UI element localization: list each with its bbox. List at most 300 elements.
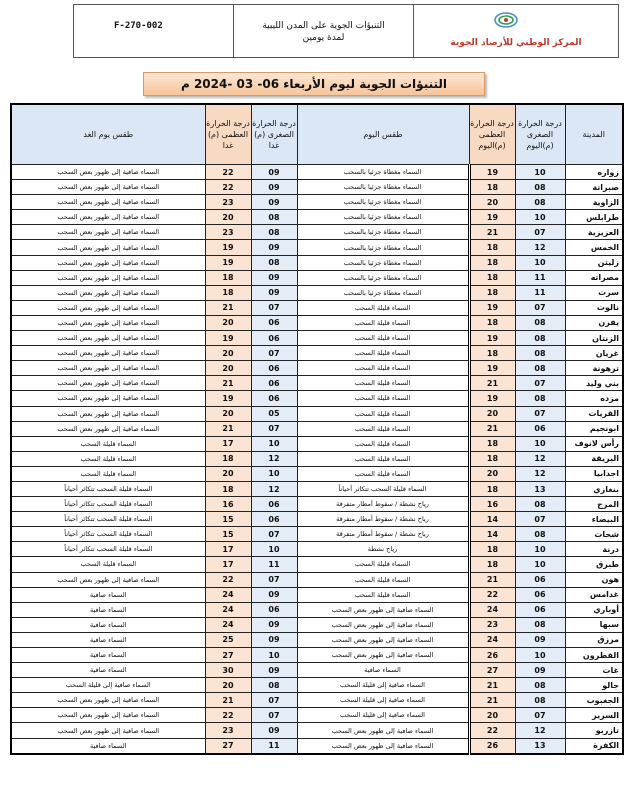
min-today-cell: 08	[515, 617, 565, 632]
min-tomorrow-cell: 09	[251, 195, 297, 210]
min-today-cell: 11	[515, 270, 565, 285]
min-tomorrow-cell: 05	[251, 406, 297, 421]
min-today-cell: 07	[515, 376, 565, 391]
weather-tomorrow-cell: السماء صافية إلى ظهور بعض السحب	[11, 391, 205, 406]
max-tomorrow-cell: 18	[205, 270, 251, 285]
max-tomorrow-cell: 22	[205, 708, 251, 723]
city-cell: مزده	[565, 391, 623, 406]
table-row	[11, 708, 623, 723]
min-tomorrow-cell: 09	[251, 180, 297, 195]
page-title: التنبؤات الجوية ليوم الأربعاء 06- 03 -2024 م	[143, 72, 485, 96]
city-cell: نالوت	[565, 300, 623, 315]
weather-today-cell: السماء قليلة السحب	[297, 300, 469, 315]
col-header-max-tomorrow: درجة الحرارة العظمى (م) غدا	[205, 104, 251, 165]
header-subtitle-line2: لمدة يومين	[302, 33, 345, 43]
min-today-cell: 10	[515, 210, 565, 225]
min-today-cell: 07	[515, 512, 565, 527]
min-today-cell: 10	[515, 255, 565, 270]
weather-tomorrow-cell: السماء صافية إلى ظهور بعض السحب	[11, 421, 205, 436]
weather-tomorrow-cell: السماء قليلة السحب	[11, 466, 205, 481]
weather-today-cell: السماء قليلة السحب	[297, 391, 469, 406]
min-tomorrow-cell: 10	[251, 466, 297, 481]
col-header-weather-tomorrow: طقس يوم الغد	[11, 104, 205, 165]
weather-today-cell: السماء صافية إلى ظهور بعض السحب	[297, 617, 469, 632]
max-tomorrow-cell: 21	[205, 300, 251, 315]
weather-today-cell: السماء مغطاة جزئيا بالسحب	[297, 285, 469, 300]
max-tomorrow-cell: 30	[205, 663, 251, 678]
weather-today-cell: السماء قليلة السحب	[297, 466, 469, 481]
max-tomorrow-cell: 20	[205, 678, 251, 693]
city-cell: أوباري	[565, 602, 623, 617]
weather-today-cell: السماء مغطاة جزئيا بالسحب	[297, 210, 469, 225]
table-header-row	[11, 104, 623, 165]
max-today-cell: 18	[469, 180, 515, 195]
max-tomorrow-cell: 27	[205, 648, 251, 663]
weather-tomorrow-cell: السماء صافية إلى ظهور بعض السحب	[11, 572, 205, 587]
max-today-cell: 27	[469, 663, 515, 678]
weather-tomorrow-cell: السماء صافية إلى ظهور بعض السحب	[11, 708, 205, 723]
city-cell: مصراته	[565, 270, 623, 285]
min-tomorrow-cell: 07	[251, 421, 297, 436]
min-tomorrow-cell: 11	[251, 738, 297, 754]
max-today-cell: 19	[469, 300, 515, 315]
city-cell: القطرون	[565, 648, 623, 663]
table-row	[11, 497, 623, 512]
table-row	[11, 210, 623, 225]
max-tomorrow-cell: 20	[205, 315, 251, 330]
table-row	[11, 678, 623, 693]
weather-tomorrow-cell: السماء صافية إلى ظهور بعض السحب	[11, 331, 205, 346]
city-cell: العزيزية	[565, 225, 623, 240]
max-today-cell: 18	[469, 315, 515, 330]
min-tomorrow-cell: 09	[251, 632, 297, 647]
max-tomorrow-cell: 23	[205, 225, 251, 240]
city-cell: بني وليد	[565, 376, 623, 391]
max-tomorrow-cell: 17	[205, 542, 251, 557]
max-tomorrow-cell: 18	[205, 285, 251, 300]
weather-tomorrow-cell: السماء صافية	[11, 663, 205, 678]
min-today-cell: 12	[515, 240, 565, 255]
max-today-cell: 26	[469, 738, 515, 754]
min-tomorrow-cell: 09	[251, 165, 297, 180]
weather-tomorrow-cell: السماء قليلة السحب تتكاثر أحياناً	[11, 481, 205, 496]
min-tomorrow-cell: 06	[251, 391, 297, 406]
min-tomorrow-cell: 09	[251, 285, 297, 300]
min-tomorrow-cell: 10	[251, 648, 297, 663]
weather-today-cell: السماء صافية إلى قليلة السحب	[297, 708, 469, 723]
table-row	[11, 346, 623, 361]
min-tomorrow-cell: 10	[251, 542, 297, 557]
min-tomorrow-cell: 12	[251, 481, 297, 496]
max-tomorrow-cell: 25	[205, 632, 251, 647]
weather-today-cell: رياح نشطة / سقوط أمطار متفرقة	[297, 527, 469, 542]
min-today-cell: 11	[515, 285, 565, 300]
weather-today-cell: رياح نشطة / سقوط أمطار متفرقة	[297, 512, 469, 527]
min-today-cell: 10	[515, 542, 565, 557]
min-today-cell: 08	[515, 497, 565, 512]
table-row	[11, 300, 623, 315]
min-today-cell: 08	[515, 361, 565, 376]
max-today-cell: 26	[469, 648, 515, 663]
max-today-cell: 20	[469, 466, 515, 481]
table-row	[11, 225, 623, 240]
table-row	[11, 481, 623, 496]
max-today-cell: 18	[469, 451, 515, 466]
city-cell: تازربو	[565, 723, 623, 738]
max-today-cell: 23	[469, 617, 515, 632]
col-header-weather-today: طقس اليوم	[297, 104, 469, 165]
max-today-cell: 18	[469, 270, 515, 285]
city-cell: طرابلس	[565, 210, 623, 225]
max-tomorrow-cell: 22	[205, 572, 251, 587]
min-tomorrow-cell: 07	[251, 708, 297, 723]
max-today-cell: 21	[469, 376, 515, 391]
table-row	[11, 285, 623, 300]
city-cell: شحات	[565, 527, 623, 542]
city-cell: اجدابيا	[565, 466, 623, 481]
max-tomorrow-cell: 24	[205, 602, 251, 617]
min-today-cell: 08	[515, 346, 565, 361]
city-cell: البيضاء	[565, 512, 623, 527]
city-cell: الزنتان	[565, 331, 623, 346]
weather-today-cell: السماء صافية إلى ظهور بعض السحب	[297, 602, 469, 617]
min-today-cell: 06	[515, 587, 565, 602]
weather-today-cell: السماء قليلة السحب تتكاثر أحياناً	[297, 481, 469, 496]
weather-today-cell: السماء قليلة السحب	[297, 315, 469, 330]
weather-today-cell: السماء مغطاة جزئيا بالسحب	[297, 195, 469, 210]
min-today-cell: 08	[515, 180, 565, 195]
city-cell: طبرق	[565, 557, 623, 572]
max-today-cell: 18	[469, 255, 515, 270]
max-tomorrow-cell: 21	[205, 693, 251, 708]
weather-tomorrow-cell: السماء صافية إلى ظهور بعض السحب	[11, 255, 205, 270]
max-today-cell: 24	[469, 602, 515, 617]
min-today-cell: 13	[515, 481, 565, 496]
max-tomorrow-cell: 15	[205, 512, 251, 527]
min-today-cell: 10	[515, 557, 565, 572]
table-row	[11, 315, 623, 330]
min-tomorrow-cell: 06	[251, 376, 297, 391]
weather-tomorrow-cell: السماء صافية إلى ظهور بعض السحب	[11, 195, 205, 210]
max-today-cell: 16	[469, 497, 515, 512]
table-row	[11, 723, 623, 738]
weather-today-cell: السماء قليلة السحب	[297, 361, 469, 376]
max-today-cell: 19	[469, 391, 515, 406]
weather-today-cell: السماء قليلة السحب	[297, 376, 469, 391]
table-row	[11, 165, 623, 180]
weather-tomorrow-cell: السماء صافية إلى ظهور بعض السحب	[11, 240, 205, 255]
weather-tomorrow-cell: السماء قليلة السحب	[11, 436, 205, 451]
org-name: المركز الوطني للأرصاد الجوية	[450, 38, 582, 48]
max-tomorrow-cell: 19	[205, 255, 251, 270]
max-tomorrow-cell: 16	[205, 497, 251, 512]
city-cell: السرير	[565, 708, 623, 723]
weather-tomorrow-cell: السماء صافية إلى ظهور بعض السحب	[11, 285, 205, 300]
max-today-cell: 19	[469, 210, 515, 225]
min-tomorrow-cell: 06	[251, 361, 297, 376]
city-cell: صبراتة	[565, 180, 623, 195]
min-tomorrow-cell: 09	[251, 240, 297, 255]
min-today-cell: 08	[515, 195, 565, 210]
city-cell: زواره	[565, 165, 623, 180]
max-tomorrow-cell: 15	[205, 527, 251, 542]
table-row	[11, 466, 623, 481]
min-tomorrow-cell: 07	[251, 572, 297, 587]
weather-tomorrow-cell: السماء صافية إلى ظهور بعض السحب	[11, 165, 205, 180]
weather-today-cell: السماء صافية	[297, 663, 469, 678]
table-row	[11, 421, 623, 436]
weather-today-cell: رياح نشطة / سقوط أمطار متفرقة	[297, 497, 469, 512]
max-today-cell: 21	[469, 225, 515, 240]
table-row	[11, 255, 623, 270]
weather-today-cell: السماء مغطاة جزئيا بالسحب	[297, 180, 469, 195]
weather-tomorrow-cell: السماء صافية	[11, 617, 205, 632]
weather-tomorrow-cell: السماء صافية إلى ظهور بعض السحب	[11, 210, 205, 225]
max-tomorrow-cell: 23	[205, 723, 251, 738]
weather-tomorrow-cell: السماء صافية	[11, 602, 205, 617]
weather-tomorrow-cell: السماء صافية إلى ظهور بعض السحب	[11, 300, 205, 315]
weather-today-cell: السماء مغطاة جزئيا بالسحب	[297, 270, 469, 285]
city-cell: ترهونة	[565, 361, 623, 376]
weather-today-cell: السماء صافية إلى ظهور بعض السحب	[297, 738, 469, 754]
min-today-cell: 08	[515, 315, 565, 330]
weather-tomorrow-cell: السماء صافية إلى ظهور بعض السحب	[11, 270, 205, 285]
min-today-cell: 10	[515, 648, 565, 663]
weather-today-cell: السماء قليلة السحب	[297, 572, 469, 587]
max-tomorrow-cell: 19	[205, 240, 251, 255]
weather-tomorrow-cell: السماء صافية	[11, 632, 205, 647]
table-row	[11, 542, 623, 557]
max-tomorrow-cell: 17	[205, 436, 251, 451]
weather-today-cell: السماء صافية إلى ظهور بعض السحب	[297, 723, 469, 738]
min-tomorrow-cell: 09	[251, 270, 297, 285]
min-today-cell: 07	[515, 708, 565, 723]
min-today-cell: 12	[515, 451, 565, 466]
city-cell: مرزق	[565, 632, 623, 647]
max-today-cell: 19	[469, 165, 515, 180]
city-cell: المرج	[565, 497, 623, 512]
table-row	[11, 602, 623, 617]
table-body	[11, 165, 623, 754]
min-tomorrow-cell: 06	[251, 315, 297, 330]
table-row	[11, 406, 623, 421]
max-today-cell: 21	[469, 678, 515, 693]
max-today-cell: 14	[469, 527, 515, 542]
min-tomorrow-cell: 09	[251, 617, 297, 632]
table-row	[11, 270, 623, 285]
weather-tomorrow-cell: السماء قليلة السحب	[11, 557, 205, 572]
table-row	[11, 512, 623, 527]
city-cell: غريان	[565, 346, 623, 361]
max-tomorrow-cell: 21	[205, 421, 251, 436]
city-cell: هون	[565, 572, 623, 587]
weather-today-cell: السماء صافية إلى قليلة السحب	[297, 693, 469, 708]
weather-today-cell: السماء قليلة السحب	[297, 451, 469, 466]
weather-today-cell: السماء قليلة السحب	[297, 406, 469, 421]
table-row	[11, 180, 623, 195]
header-subtitle-line1: التنبؤات الجوية على المدن الليبية	[262, 21, 385, 31]
weather-today-cell: السماء قليلة السحب	[297, 331, 469, 346]
weather-today-cell: السماء قليلة السحب	[297, 436, 469, 451]
max-tomorrow-cell: 18	[205, 451, 251, 466]
weather-tomorrow-cell: السماء صافية إلى ظهور بعض السحب	[11, 376, 205, 391]
weather-tomorrow-cell: السماء قليلة السحب تتكاثر أحياناً	[11, 512, 205, 527]
forecast-table	[10, 103, 624, 755]
weather-tomorrow-cell: السماء قليلة السحب تتكاثر أحياناً	[11, 497, 205, 512]
document-header	[73, 4, 619, 58]
table-row	[11, 195, 623, 210]
col-header-city: المدينة	[565, 104, 623, 165]
min-today-cell: 08	[515, 331, 565, 346]
form-code: F-270-002	[74, 5, 234, 57]
weather-tomorrow-cell: السماء صافية إلى ظهور بعض السحب	[11, 225, 205, 240]
weather-tomorrow-cell: السماء صافية إلى ظهور بعض السحب	[11, 406, 205, 421]
weather-today-cell: السماء مغطاة جزئيا بالسحب	[297, 165, 469, 180]
org-block	[414, 5, 618, 57]
weather-today-cell: السماء مغطاة جزئيا بالسحب	[297, 240, 469, 255]
weather-tomorrow-cell: السماء صافية	[11, 738, 205, 754]
city-cell: رأس لانوف	[565, 436, 623, 451]
min-tomorrow-cell: 11	[251, 557, 297, 572]
weather-tomorrow-cell: السماء قليلة السحب تتكاثر أحياناً	[11, 542, 205, 557]
table-row	[11, 632, 623, 647]
min-tomorrow-cell: 08	[251, 255, 297, 270]
min-tomorrow-cell: 08	[251, 210, 297, 225]
table-row	[11, 451, 623, 466]
max-tomorrow-cell: 23	[205, 195, 251, 210]
max-today-cell: 24	[469, 632, 515, 647]
min-tomorrow-cell: 09	[251, 587, 297, 602]
min-today-cell: 08	[515, 527, 565, 542]
table-row	[11, 557, 623, 572]
max-tomorrow-cell: 20	[205, 210, 251, 225]
max-today-cell: 14	[469, 512, 515, 527]
table-row	[11, 376, 623, 391]
max-today-cell: 22	[469, 723, 515, 738]
min-today-cell: 07	[515, 300, 565, 315]
table-row	[11, 240, 623, 255]
city-cell: بنغازي	[565, 481, 623, 496]
table-row	[11, 361, 623, 376]
max-today-cell: 18	[469, 557, 515, 572]
max-tomorrow-cell: 17	[205, 557, 251, 572]
header-subtitle	[234, 5, 414, 57]
max-today-cell: 20	[469, 195, 515, 210]
col-header-min-tomorrow: درجة الحرارة الصغرى (م) غدا	[251, 104, 297, 165]
table-row	[11, 527, 623, 542]
min-today-cell: 10	[515, 436, 565, 451]
weather-today-cell: السماء قليلة السحب	[297, 587, 469, 602]
max-tomorrow-cell: 22	[205, 165, 251, 180]
weather-today-cell: السماء قليلة السحب	[297, 421, 469, 436]
min-today-cell: 07	[515, 406, 565, 421]
min-tomorrow-cell: 12	[251, 451, 297, 466]
max-today-cell: 18	[469, 346, 515, 361]
min-today-cell: 06	[515, 572, 565, 587]
city-cell: زليتن	[565, 255, 623, 270]
weather-tomorrow-cell: السماء صافية إلى ظهور بعض السحب	[11, 315, 205, 330]
min-today-cell: 06	[515, 421, 565, 436]
city-cell: سبها	[565, 617, 623, 632]
max-today-cell: 19	[469, 361, 515, 376]
city-cell: غات	[565, 663, 623, 678]
max-today-cell: 18	[469, 285, 515, 300]
min-tomorrow-cell: 08	[251, 225, 297, 240]
city-cell: سرت	[565, 285, 623, 300]
weather-tomorrow-cell: السماء صافية	[11, 648, 205, 663]
max-tomorrow-cell: 19	[205, 331, 251, 346]
city-cell: الخمس	[565, 240, 623, 255]
table-row	[11, 693, 623, 708]
max-today-cell: 21	[469, 421, 515, 436]
min-tomorrow-cell: 08	[251, 678, 297, 693]
max-tomorrow-cell: 18	[205, 481, 251, 496]
min-tomorrow-cell: 07	[251, 300, 297, 315]
min-today-cell: 13	[515, 738, 565, 754]
min-tomorrow-cell: 06	[251, 512, 297, 527]
city-cell: الجغبوب	[565, 693, 623, 708]
weather-today-cell: السماء صافية إلى ظهور بعض السحب	[297, 632, 469, 647]
weather-today-cell: رياح نشطة	[297, 542, 469, 557]
weather-tomorrow-cell: السماء صافية إلى ظهور بعض السحب	[11, 180, 205, 195]
city-cell: درنة	[565, 542, 623, 557]
col-header-max-today: درجة الحرارة العظمى (م)اليوم	[469, 104, 515, 165]
table-row	[11, 391, 623, 406]
min-tomorrow-cell: 06	[251, 331, 297, 346]
max-today-cell: 18	[469, 542, 515, 557]
weather-today-cell: السماء صافية إلى قليلة السحب	[297, 678, 469, 693]
max-tomorrow-cell: 20	[205, 361, 251, 376]
weather-today-cell: السماء مغطاة جزئيا بالسحب	[297, 255, 469, 270]
max-today-cell: 18	[469, 436, 515, 451]
weather-tomorrow-cell: السماء صافية إلى ظهور بعض السحب	[11, 361, 205, 376]
max-today-cell: 20	[469, 708, 515, 723]
weather-tomorrow-cell: السماء صافية إلى ظهور بعض السحب	[11, 723, 205, 738]
max-tomorrow-cell: 20	[205, 406, 251, 421]
min-tomorrow-cell: 07	[251, 693, 297, 708]
weather-tomorrow-cell: السماء صافية إلى ظهور بعض السحب	[11, 693, 205, 708]
city-cell: البريقة	[565, 451, 623, 466]
min-today-cell: 06	[515, 602, 565, 617]
min-tomorrow-cell: 06	[251, 497, 297, 512]
max-tomorrow-cell: 20	[205, 346, 251, 361]
min-today-cell: 12	[515, 466, 565, 481]
weather-today-cell: السماء مغطاة جزئيا بالسحب	[297, 225, 469, 240]
table-row	[11, 331, 623, 346]
min-tomorrow-cell: 10	[251, 436, 297, 451]
max-tomorrow-cell: 21	[205, 376, 251, 391]
weather-tomorrow-cell: السماء صافية	[11, 587, 205, 602]
table-row	[11, 738, 623, 754]
min-tomorrow-cell: 09	[251, 663, 297, 678]
col-header-min-today: درجة الحرارة الصغرى (م)اليوم	[515, 104, 565, 165]
city-cell: ابونجيم	[565, 421, 623, 436]
max-today-cell: 21	[469, 693, 515, 708]
city-cell: جالو	[565, 678, 623, 693]
weather-logo-icon	[494, 10, 518, 28]
table-row	[11, 587, 623, 602]
weather-tomorrow-cell: السماء صافية إلى ظهور بعض السحب	[11, 346, 205, 361]
max-today-cell: 22	[469, 587, 515, 602]
weather-tomorrow-cell: السماء صافية إلى قليلة السحب	[11, 678, 205, 693]
min-today-cell: 09	[515, 632, 565, 647]
max-today-cell: 20	[469, 406, 515, 421]
city-cell: الكفرة	[565, 738, 623, 754]
min-today-cell: 12	[515, 723, 565, 738]
min-today-cell: 08	[515, 678, 565, 693]
table-row	[11, 663, 623, 678]
weather-today-cell: السماء صافية إلى ظهور بعض السحب	[297, 648, 469, 663]
